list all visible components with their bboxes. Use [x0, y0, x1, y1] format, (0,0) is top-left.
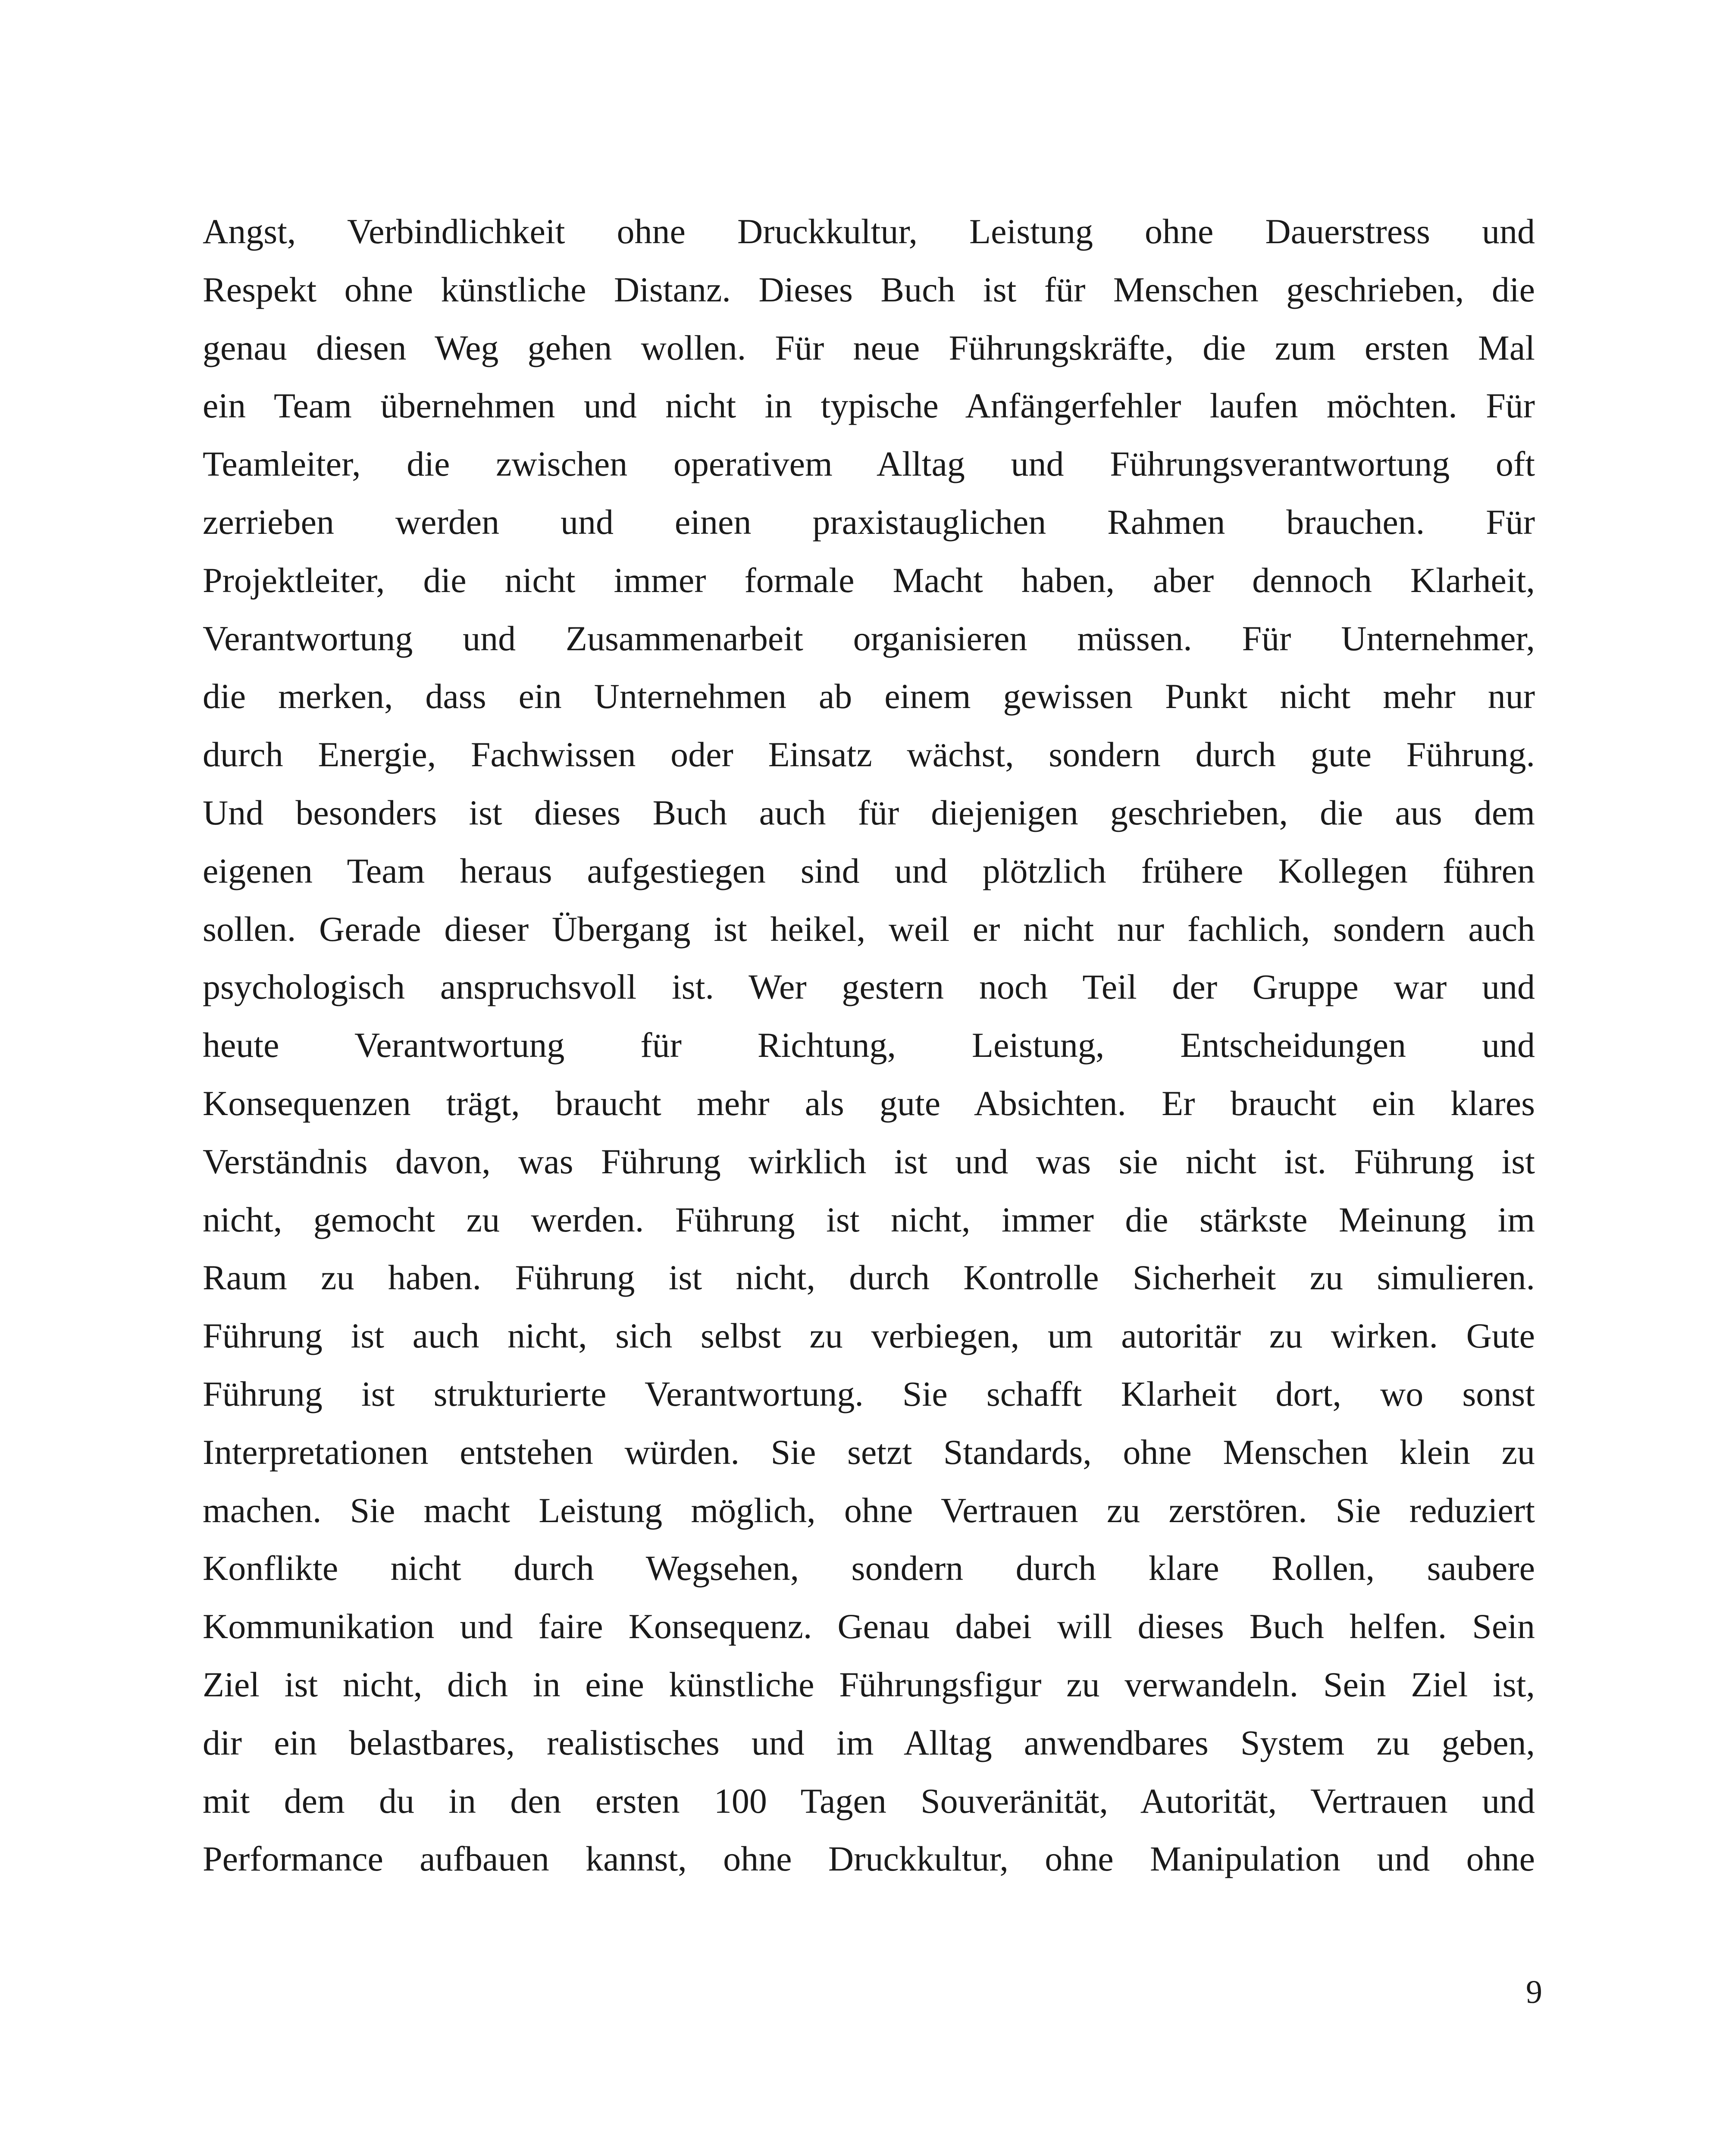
text-line: Konsequenzen trägt, braucht mehr als gute Absichten. Er braucht ein klares — [203, 1083, 1535, 1123]
text-line: Führung ist strukturierte Verantwortung. Sie schafft Klarheit dort, wo sonst — [203, 1374, 1535, 1413]
text-line: Interpretationen entstehen würden. Sie setzt Standards, ohne Menschen klein zu — [203, 1432, 1535, 1472]
text-line: Teamleiter, die zwischen operativem Alltag und Führungsverantwortung oft — [203, 444, 1535, 484]
text-line: Ziel ist nicht, dich in eine künstliche Führungsfigur zu verwandeln. Sein Ziel ist, — [203, 1664, 1535, 1704]
text-line: zerrieben werden und einen praxistauglichen Rahmen brauchen. Für — [203, 502, 1535, 542]
text-line: durch Energie, Fachwissen oder Einsatz wächst, sondern durch gute Führung. — [203, 735, 1535, 774]
text-line: Konflikte nicht durch Wegsehen, sondern durch klare Rollen, saubere — [203, 1548, 1535, 1588]
text-line: Verständnis davon, was Führung wirklich ist und was sie nicht ist. Führung ist — [203, 1141, 1535, 1181]
text-line: psychologisch anspruchsvoll ist. Wer gestern noch Teil der Gruppe war und — [203, 967, 1535, 1007]
text-line: heute Verantwortung für Richtung, Leistung, Entscheidungen und — [203, 1025, 1535, 1065]
text-line: nicht, gemocht zu werden. Führung ist nicht, immer die stärkste Meinung im — [203, 1200, 1535, 1239]
text-line: Respekt ohne künstliche Distanz. Dieses Buch ist für Menschen geschrieben, die — [203, 270, 1535, 309]
text-line: sollen. Gerade dieser Übergang ist heikel, weil er nicht nur fachlich, sondern auch — [203, 909, 1535, 949]
text-line: genau diesen Weg gehen wollen. Für neue Führungskräfte, die zum ersten Mal — [203, 328, 1535, 367]
text-line: Performance aufbauen kannst, ohne Druckkultur, ohne Manipulation und ohne — [203, 1839, 1535, 1879]
text-line: Verantwortung und Zusammenarbeit organisieren müssen. Für Unternehmer, — [203, 618, 1535, 658]
text-line: die merken, dass ein Unternehmen ab einem gewissen Punkt nicht mehr nur — [203, 677, 1535, 716]
text-line: Und besonders ist dieses Buch auch für diejenigen geschrieben, die aus dem — [203, 793, 1535, 832]
text-line: machen. Sie macht Leistung möglich, ohne Vertrauen zu zerstören. Sie reduziert — [203, 1490, 1535, 1530]
text-line: mit dem du in den ersten 100 Tagen Souveränität, Autorität, Vertrauen und — [203, 1781, 1535, 1821]
text-line: Angst, Verbindlichkeit ohne Druckkultur, Leistung ohne Dauerstress und — [203, 212, 1535, 251]
page-number: 9 — [1526, 1974, 1542, 2010]
text-line: ein Team übernehmen und nicht in typische Anfängerfehler laufen möchten. Für — [203, 386, 1535, 426]
text-line: eigenen Team heraus aufgestiegen sind und plötzlich frühere Kollegen führen — [203, 851, 1535, 890]
text-line: Führung ist auch nicht, sich selbst zu verbiegen, um autoritär zu wirken. Gute — [203, 1316, 1535, 1356]
text-line: dir ein belastbares, realistisches und im Alltag anwendbares System zu geben, — [203, 1723, 1535, 1762]
body-text — [203, 203, 1535, 1888]
text-line: Raum zu haben. Führung ist nicht, durch Kontrolle Sicherheit zu simulieren. — [203, 1258, 1535, 1297]
text-line: Kommunikation und faire Konsequenz. Genau dabei will dieses Buch helfen. Sein — [203, 1607, 1535, 1646]
text-line: Projektleiter, die nicht immer formale Macht haben, aber dennoch Klarheit, — [203, 560, 1535, 600]
